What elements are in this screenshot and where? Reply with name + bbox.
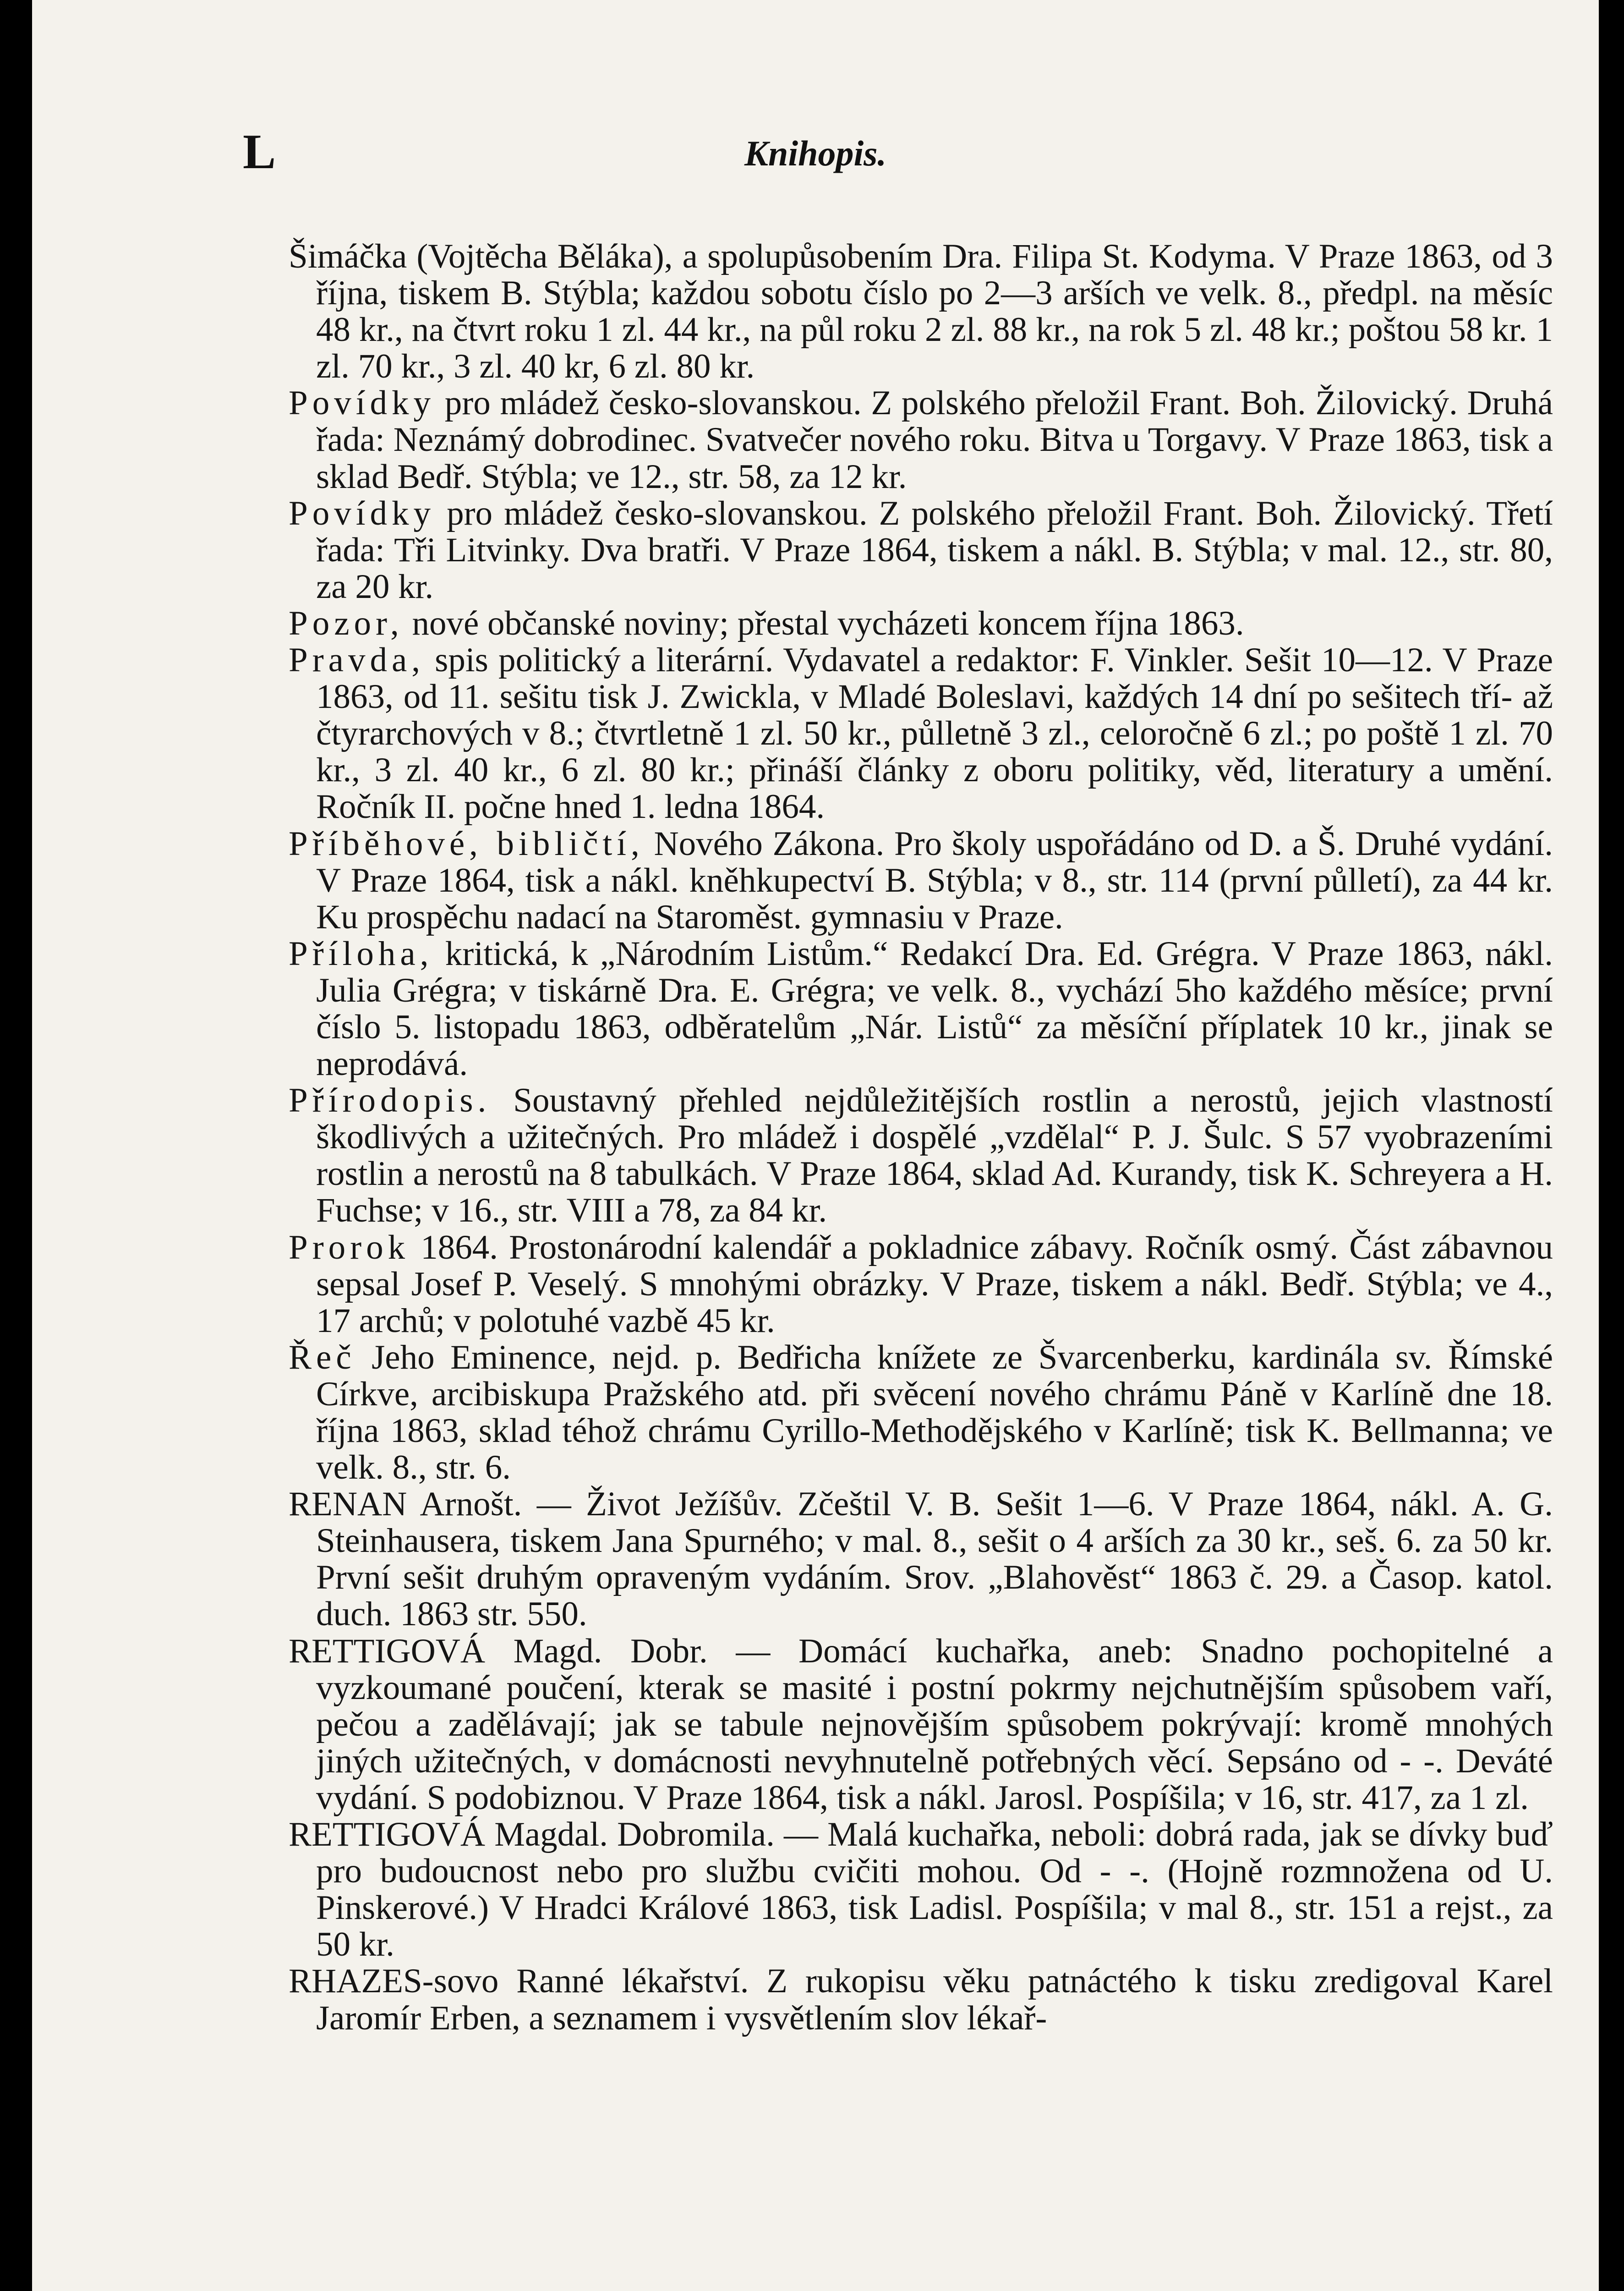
entry-headword: Pozor, [289, 604, 404, 642]
entry-headword: Řeč [289, 1338, 356, 1376]
entry-headword: Prorok [289, 1228, 410, 1266]
entry-prirodopis: Přírodopis. Soustavný přehled nejdůležitějších rostlin a nerostů, jejich vlastností škodlivých a užitečných. Pro mládež i dospělé „vzdělal“ P. J. Šulc. S 57 vyobrazeními rostlin a nerostů na 8 tabulkách. V Praze 1864, sklad Ad. Kurandy, tisk K. Schreyera a H. Fuchse; v 16., str. VIII a 78, za 84 kr. [289, 1081, 1553, 1230]
entry-continuation: Šimáčka (Vojtěcha Běláka), a spolupůsobením Dra. Filipa St. Kodyma. V Praze 1863, od 3 října, tiskem B. Stýbla; každou sobotu číslo po 2—3 arších ve velk. 8., předpl. na měsíc 48 kr., na čtvrt roku 1 zl. 44 kr., na půl roku 2 zl. 88 kr., na rok 5 zl. 48 kr.; poštou 58 kr. 1 zl. 70 kr., 3 zl. 40 kr, 6 zl. 80 kr. [289, 237, 1553, 386]
entry-pozor: Pozor, nové občanské noviny; přestal vycházeti koncem října 1863. [289, 604, 1244, 642]
entry-rec: Řeč Jeho Eminence, nejd. p. Bedřicha knížete ze Švarcenberku, kardinála sv. Římské Církve, arcibiskupa Pražského atd. při svěcení nového chrámu Páně v Karlíně dne 18. října 1863, sklad téhož chrámu Cyrillo-Methodějského v Karlíně; tisk K. Bellmanna; ve velk. 8., str. 6. [289, 1338, 1553, 1487]
entry-renan: RENAN Arnošt. — Život Ježíšův. Zčeštil V. B. Sešit 1—6. V Praze 1864, nákl. A. G. Steinhausera, tiskem Jana Spurného; v mal. 8., sešit o 4 arších za 30 kr., seš. 6. za 50 kr. První sešit druhým opraveným vydáním. Srov. „Blahověst“ 1863 č. 29. a Časop. katol. duch. 1863 str. 550. [289, 1485, 1553, 1633]
entry-headword: Pravda, [289, 641, 425, 680]
page-header [32, 124, 1599, 188]
entry-povidky-2: Povídky pro mládež česko-slovanskou. Z polského přeložil Frant. Boh. Žilovický. Druhá řada: Neznámý dobrodinec. Svatvečer nového roku. Bitva u Torgavy. V Praze 1863, tisk a sklad Bedř. Stýbla; ve 12., str. 58, za 12 kr. [289, 384, 1553, 496]
entry-headword: Povídky [289, 384, 436, 422]
entry-pribehove: Příběhové, bibličtí, Nového Zákona. Pro školy uspořádáno od D. a Š. Druhé vydání. V Praze 1864, tisk a nákl. kněhkupectví B. Stýbla; v 8., str. 114 (první půlletí), za 44 kr. Ku prospěchu nadací na Staroměst. gymnasiu v Praze. [289, 824, 1553, 936]
page-title: Knihopis. [744, 133, 886, 173]
entry-prorok: Prorok 1864. Prostonárodní kalendář a pokladnice zábavy. Ročník osmý. Část zábavnou sepsal Josef P. Veselý. S mnohými obrázky. V Praze, tiskem a nákl. Bedř. Stýbla; ve 4., 17 archů; v polotuhé vazbě 45 kr. [289, 1228, 1553, 1340]
entry-rettigova-mala: RETTIGOVÁ Magdal. Dobromila. — Malá kuchařka, neboli: dobrá rada, jak se dívky buď pro budoucnost nebo pro službu cvičiti mohou. Od - -. (Hojně rozmnožena od U. Pinskerové.) V Hradci Králové 1863, tisk Ladisl. Pospíšila; v mal 8., str. 151 a rejst., za 50 kr. [289, 1815, 1553, 1964]
entry-headword: Příběhové, bibličtí, [289, 824, 644, 863]
book-page [32, 0, 1599, 2291]
bibliography-entries [289, 238, 1553, 2037]
entry-headword: Přírodopis. [289, 1081, 491, 1120]
entry-rhazes: RHAZES-sovo Ranné lékařství. Z rukopisu věku patnáctého k tisku zredigoval Karel Jaromír Erben, a seznamem i vysvětlením slov lékař- [289, 1962, 1553, 2037]
entry-priloha: Příloha, kritická, k „Národním Listům.“ Redakcí Dra. Ed. Grégra. V Praze 1863, nákl. Julia Grégra; v tiskárně Dra. E. Grégra; ve velk. 8., vychází 5ho každého měsíce; první číslo 5. listopadu 1863, odběratelům „Nár. Listů“ za měsíční příplatek 10 kr., jinak se neprodává. [289, 934, 1553, 1083]
page-section-letter: L [243, 125, 276, 179]
entry-pravda: Pravda, spis politický a literární. Vydavatel a redaktor: F. Vinkler. Sešit 10—12. V Praze 1863, od 11. sešitu tisk J. Zwickla, v Mladé Boleslavi, každých 14 dní po sešitech tří- až čtyrarchových v 8.; čtvrtletně 1 zl. 50 kr., půlletně 3 zl., celoročně 6 zl.; po poště 1 zl. 70 kr., 3 zl. 40 kr., 6 zl. 80 kr.; přináší články z oboru politiky, věd, literatury a umění. Ročník II. počne hned 1. ledna 1864. [289, 641, 1553, 826]
entry-headword: Povídky [289, 494, 436, 532]
entry-headword: Příloha, [289, 934, 433, 973]
entry-povidky-3: Povídky pro mládež česko-slovanskou. Z polského přeložil Frant. Boh. Žilovický. Třetí řada: Tři Litvinky. Dva bratři. V Praze 1864, tiskem a nákl. B. Stýbla; v mal. 12., str. 80, za 20 kr. [289, 494, 1553, 606]
entry-rettigova-domaci: RETTIGOVÁ Magd. Dobr. — Domácí kuchařka, aneb: Snadno pochopitelné a vyzkoumané poučení, kterak se masité i postní pokrmy nejchutnějším spůsobem vaří, pečou a zadělávají; jak se tabule nejnovějším spůsobem pokrývají: kromě mnohých jiných užitečných, v domácnosti nevyhnutelně potřebných věcí. Sepsáno od - -. Deváté vydání. S podobiznou. V Praze 1864, tisk a nákl. Jarosl. Pospíšila; v 16, str. 417, za 1 zl. [289, 1632, 1553, 1817]
